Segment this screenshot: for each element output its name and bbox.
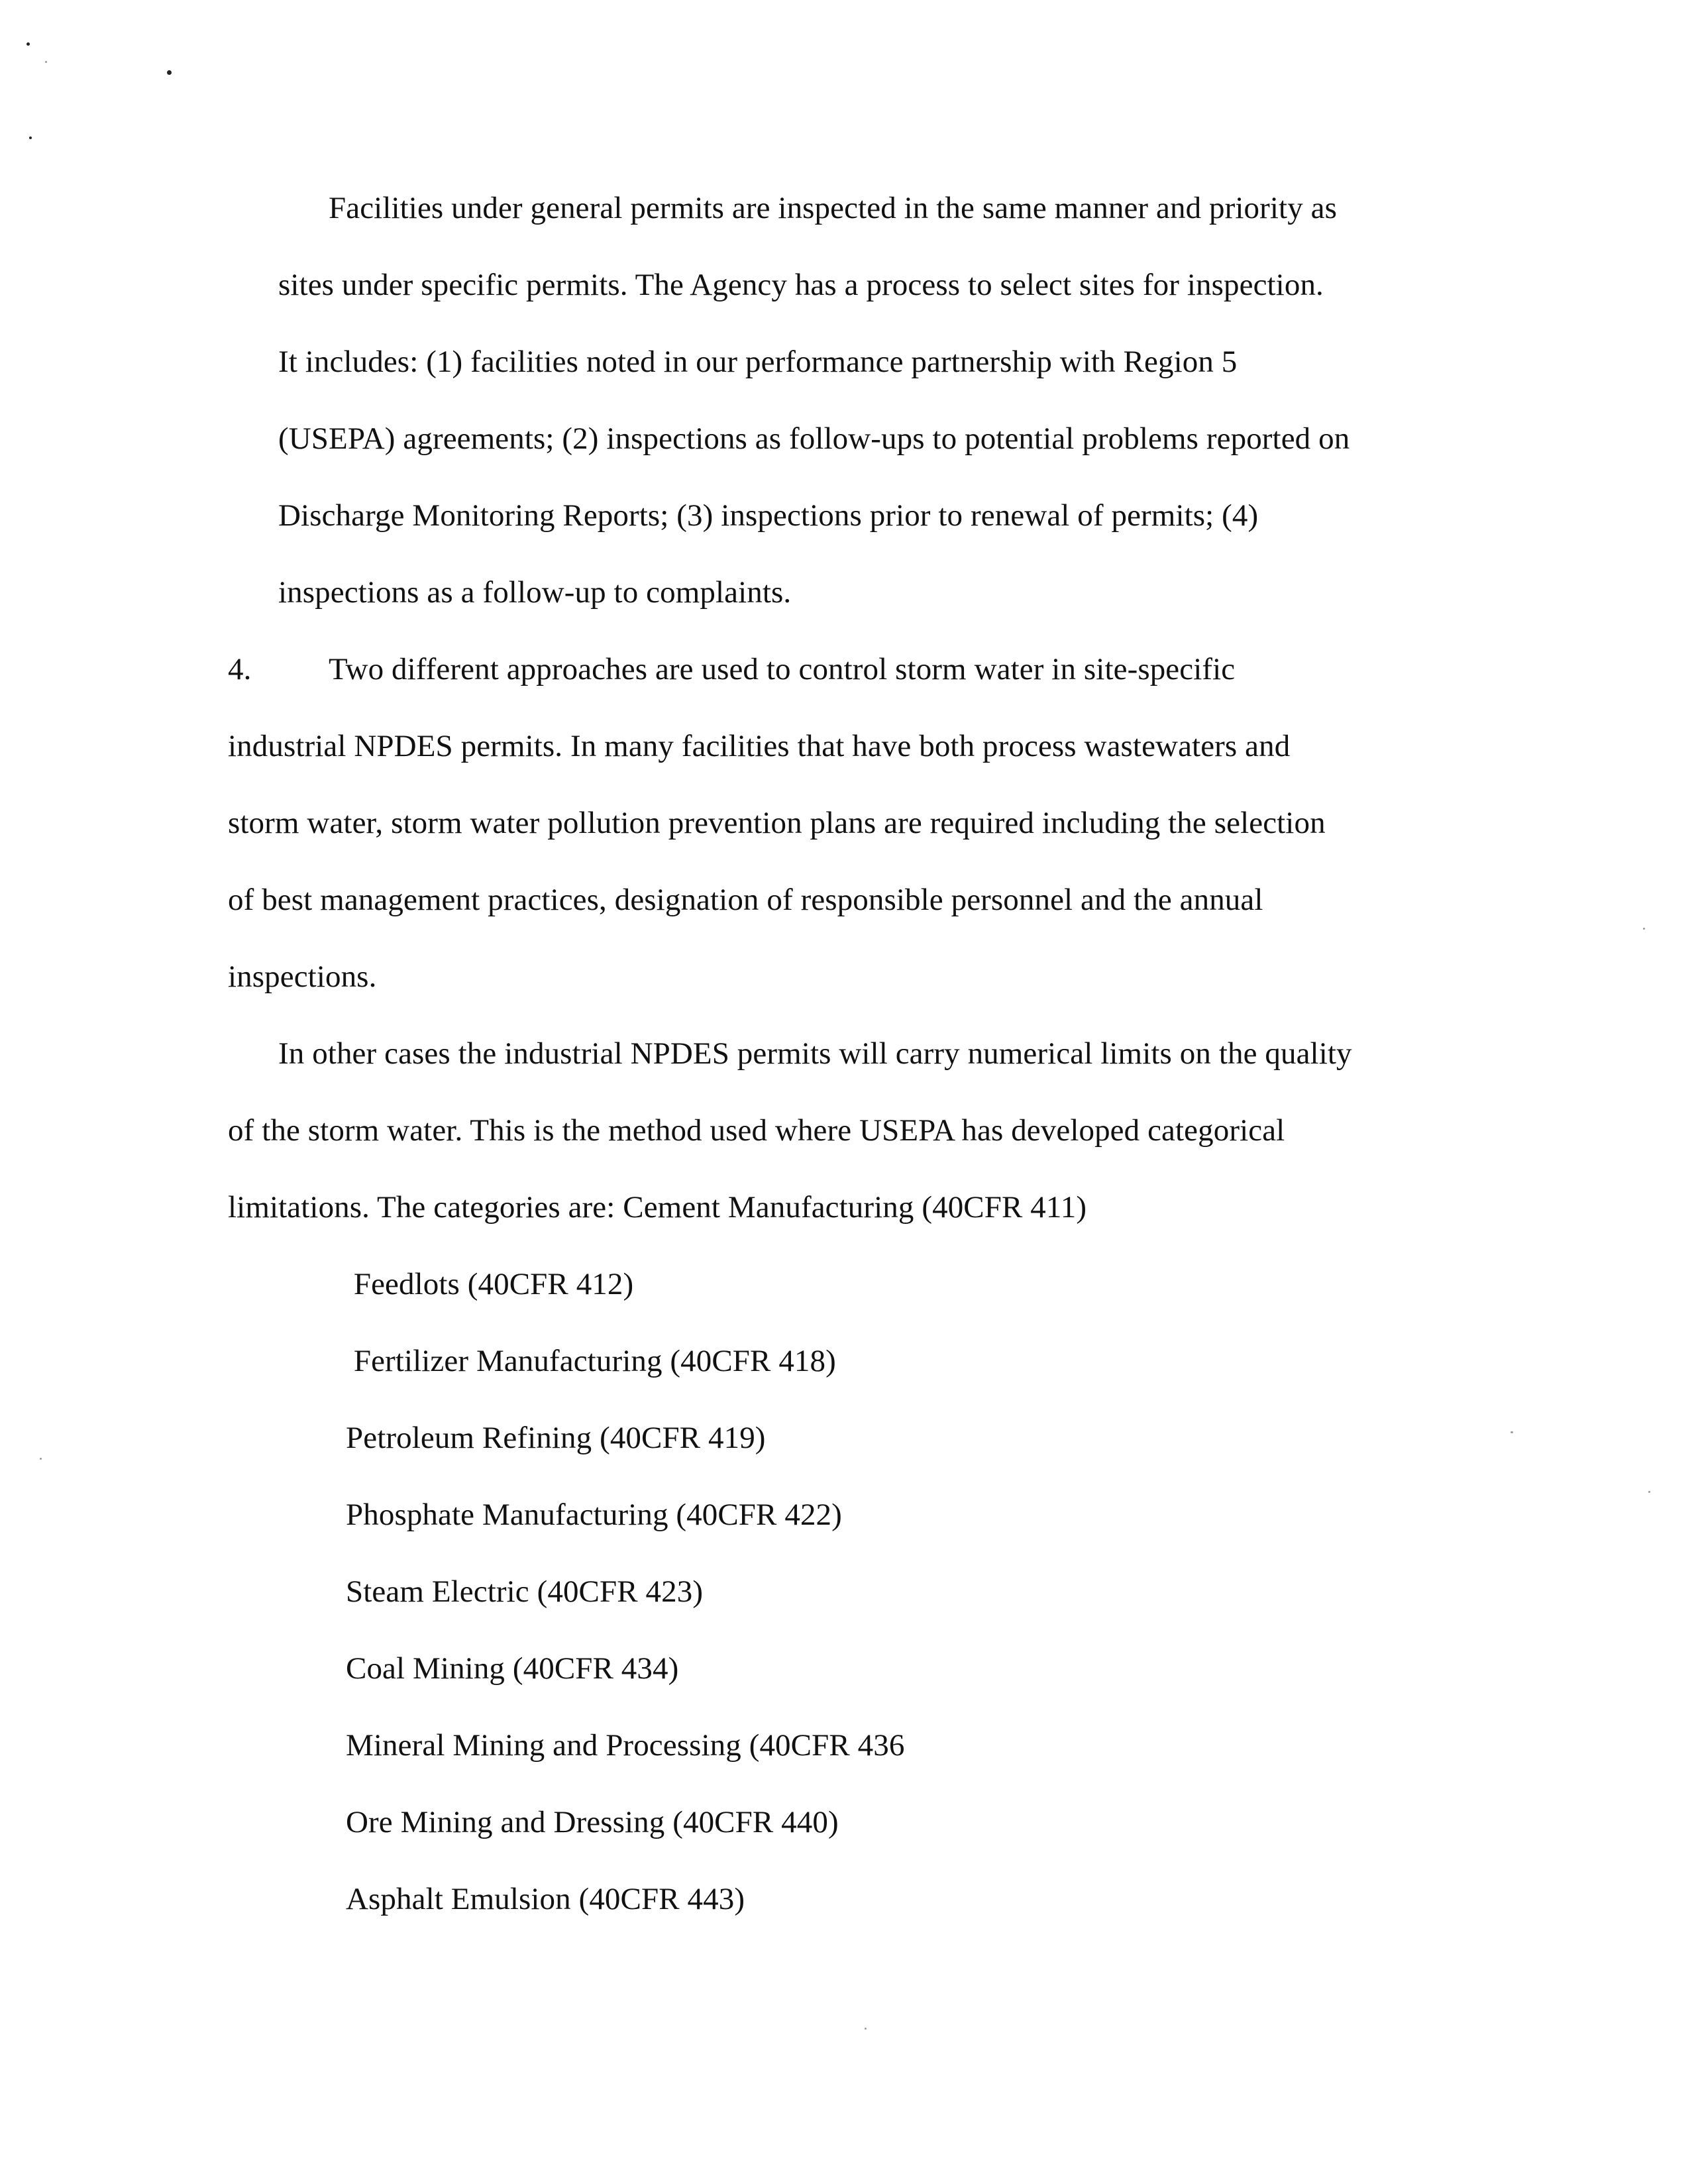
category-phosphate-manufacturing: Phosphate Manufacturing (40CFR 422): [346, 1498, 842, 1532]
general-permits-line-3: It includes: (1) facilities noted in our performance partnership with Region 5: [278, 345, 1238, 379]
category-mineral-mining: Mineral Mining and Processing (40CFR 436: [346, 1728, 905, 1763]
item-4-line-3: storm water, storm water pollution prevention plans are required including the selection: [228, 806, 1326, 840]
general-permits-line-5: Discharge Monitoring Reports; (3) inspections prior to renewal of permits; (4): [278, 498, 1259, 533]
numerical-limits-line-1: In other cases the industrial NPDES permits will carry numerical limits on the quality: [278, 1036, 1352, 1071]
category-feedlots: Feedlots (40CFR 412): [346, 1267, 634, 1301]
numerical-limits-line-2: of the storm water. This is the method used where USEPA has developed categorical: [228, 1113, 1285, 1148]
scan-speck: [1648, 1491, 1650, 1493]
general-permits-line-2: sites under specific permits. The Agency has a process to select sites for inspection.: [278, 268, 1324, 302]
category-petroleum-refining: Petroleum Refining (40CFR 419): [346, 1421, 766, 1455]
item-4-line-5: inspections.: [228, 959, 377, 994]
category-coal-mining: Coal Mining (40CFR 434): [346, 1651, 679, 1686]
scan-speck: [29, 136, 32, 139]
category-steam-electric: Steam Electric (40CFR 423): [346, 1574, 704, 1609]
numerical-limits-line-3: limitations. The categories are: Cement Manufacturing (40CFR 411): [228, 1190, 1087, 1225]
category-asphalt-emulsion: Asphalt Emulsion (40CFR 443): [346, 1882, 745, 1916]
scan-speck: [167, 70, 172, 75]
scan-speck: [1510, 1431, 1513, 1433]
scan-speck: [45, 61, 47, 63]
category-fertilizer-manufacturing: Fertilizer Manufacturing (40CFR 418): [346, 1344, 836, 1378]
scan-speck: [40, 1458, 42, 1460]
scan-speck: [1643, 928, 1645, 930]
item-4-first-line: Two different approaches are used to control storm water in site-specific: [329, 652, 1236, 686]
general-permits-line-4: (USEPA) agreements; (2) inspections as follow-ups to potential problems reported on: [278, 421, 1350, 456]
item-4-number: 4.: [228, 652, 252, 686]
general-permits-line-6: inspections as a follow-up to complaints.: [278, 575, 792, 610]
item-4-line-4: of best management practices, designation of responsible personnel and the annual: [228, 883, 1263, 917]
scan-speck: [26, 42, 30, 46]
item-4-line-2: industrial NPDES permits. In many facilities that have both process wastewaters and: [228, 729, 1291, 763]
category-ore-mining: Ore Mining and Dressing (40CFR 440): [346, 1805, 839, 1839]
scan-speck: [865, 2028, 867, 2030]
general-permits-line-1: Facilities under general permits are inspected in the same manner and priority as: [329, 191, 1338, 225]
